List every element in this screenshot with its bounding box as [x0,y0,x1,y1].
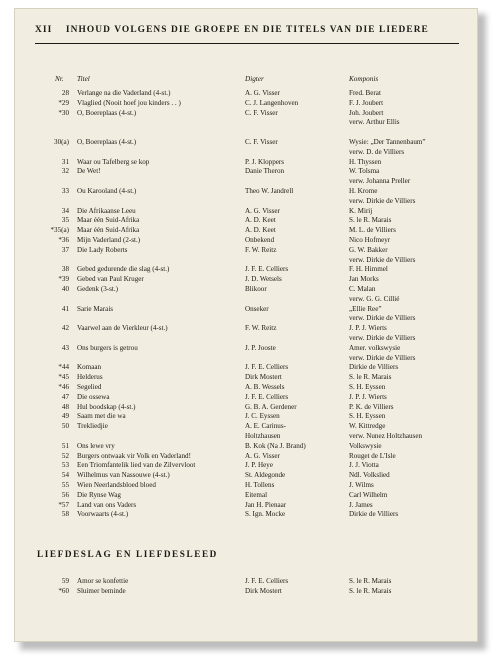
table-row [15,501,477,511]
entry-poet: St. Aldegonde [245,471,286,480]
entry-title: Ons lewe vry [77,441,115,450]
entry-composer: verw. Arthur Ellis [349,118,400,127]
entry-number: 35 [61,216,69,225]
entry-title: Die Lady Roberts [77,245,128,254]
column-header-composer: Komponis [349,75,379,83]
table-row [15,138,477,148]
entry-composer: Jan Morks [349,275,379,284]
entry-poet: F. W. Reitz [245,324,277,333]
entry-poet: B. Kok (Na J. Brand) [245,441,306,450]
entry-composer: S. le R. Marais [349,373,392,382]
entry-poet: J. P. Heye [245,461,273,470]
entry-poet: Danie Theron [245,167,285,176]
entry-poet: J. F. E. Celliers [245,577,289,585]
entry-number: *30 [58,108,69,117]
entry-poet: C. F. Visser [245,138,278,146]
table-row [15,265,477,275]
entry-title: Gebed gedurende die slag (4-st.) [77,265,170,274]
page-title: INHOUD VOLGENS DIE GROEPE EN DIE TITELS VAN DIE LIEDERE [65,25,429,35]
entry-number: *29 [58,98,69,107]
table-row [15,305,477,315]
entry-title: Ons burgers is getrou [77,343,138,352]
entry-composer: J. Wilms [349,481,374,489]
entry-poet: A. G. Visser [245,451,280,460]
entry-number: *57 [58,500,69,509]
entry-title: Trekliedjie [77,422,108,431]
entry-composer: F. J. Joubert [349,98,384,107]
entry-title: Maar één Suid-Afrika [77,226,140,235]
entry-number: 49 [61,412,69,421]
entry-number: 42 [61,324,69,333]
entry-composer: S. le R. Marais [349,216,392,225]
table-row [15,403,477,413]
entry-poet: S. Ign. Mocke [245,510,286,519]
entry-poet: Jan H. Pienaar [245,500,287,509]
entry-composer: Dirkie de Villiers [349,363,399,372]
entry-composer: verw. Dirkie de Villiers [349,353,416,362]
entry-title: Vaarwel aan de Vierkleur (4-st.) [77,324,168,333]
table-row [15,99,477,109]
entry-number: 56 [61,490,69,499]
entry-title: Verlange na die Vaderland (4-st.) [77,89,171,97]
entry-number: 50 [61,422,69,431]
entry-composer: verw. Johanna Preller [349,177,411,186]
table-row [15,148,477,158]
table-row [15,187,477,197]
entry-title: De Wet! [77,167,101,176]
entry-title: Sluimer beminde [77,586,126,595]
entry-title: Ou Karooland (4-st.) [77,187,137,195]
entry-poet: J. D. Wetsels [245,275,282,284]
table-row [15,481,477,491]
entry-composer: J. P. J. Wierts [349,392,387,401]
entry-poet: A. E. Carinus- [245,422,286,431]
entry-composer: S. H. Eyssen [349,383,386,391]
entry-poet: J. P. Jooste [245,343,276,352]
entry-poet: J. C. Eyssen [245,412,280,421]
entry-number: *44 [58,363,69,372]
book-page [14,8,478,642]
table-row [15,442,477,452]
table-row [15,344,477,354]
table-row [15,471,477,481]
entry-number: *46 [58,383,69,391]
entry-poet: J. F. E. Celliers [245,363,289,372]
entry-title: Amor se konfettie [77,577,129,585]
entry-poet: Onseker [245,304,269,313]
table-row [15,89,477,99]
entry-poet: Onbekend [245,236,275,244]
table-row [15,246,477,256]
entry-number: 48 [61,402,69,411]
table-row [15,452,477,462]
entry-poet: P. J. Kloppers [245,157,285,166]
entry-composer: verw. G. G. Cillié [349,294,400,303]
entry-number: 38 [61,265,69,274]
entry-title: Komaan [77,363,102,372]
entry-composer: H. Krome [349,187,378,195]
entry-composer: M. L. de Villiers [349,226,396,235]
entry-poet: H. Tollens [245,481,275,489]
entry-number: *35(a) [50,226,69,235]
entry-composer: verw. Dirkie de Villiers [349,196,416,205]
page-number: XII [35,25,53,35]
entry-poet: A. G. Visser [245,206,280,215]
entry-title: Maar één Suid-Afrika [77,216,140,225]
entry-composer: verw. D. de Villiers [349,147,405,156]
entry-poet: A. D. Keet [245,226,276,235]
entry-title: Land van ons Vaders [77,500,137,509]
entry-composer: J. J. Viotta [349,461,379,470]
entry-poet: Eitemal [245,490,268,499]
entry-number: 33 [61,187,69,195]
entry-title: Saam met die wa [77,412,126,421]
table-row [15,354,477,364]
entry-poet: Blikoor [245,285,267,293]
entry-title: Wilhelmus van Nassouwe (4-st.) [77,471,170,480]
entry-number: 58 [61,510,69,519]
entry-number: *39 [58,275,69,284]
entry-composer: G. W. Bakker [349,245,388,254]
entry-title: Hul boodskap (4-st.) [77,402,136,411]
entry-composer: Joh. Joubert [349,108,384,117]
entry-composer: verw. Dirkie de Villiers [349,334,416,342]
entry-number: *45 [58,373,69,382]
entry-number: 47 [61,392,69,401]
entry-poet: C. F. Visser [245,108,278,117]
table-row [15,128,477,138]
entry-number: 43 [61,343,69,352]
entry-title: Helderus [77,373,103,382]
table-row [15,314,477,324]
section-heading: LIEFDESLAG EN LIEFDESLEED [37,549,218,559]
entry-number: 34 [61,206,69,215]
entry-poet: A. B. Wessels [245,383,285,391]
entry-number: 30(a) [54,138,69,146]
table-row [15,587,477,597]
entry-composer: verw. Dirkie de Villiers [349,255,416,264]
table-row [15,363,477,373]
entry-poet: F. W. Reitz [245,245,277,254]
table-row [15,324,477,334]
entry-poet: J. F. E. Celliers [245,392,289,401]
table-row [15,295,477,305]
entry-composer: F. H. Himmel [349,265,388,274]
running-head [35,25,459,35]
header-rule [35,43,459,44]
entry-composer: Rouget de L'Isle [349,451,396,460]
entry-composer: Carl Wilhelm [349,490,388,499]
entry-composer: Fred. Berat [349,89,381,97]
entry-composer: verw. Dirkie de Villiers [349,314,416,323]
entry-number: 32 [61,167,69,176]
table-row [15,393,477,403]
table-row [15,373,477,383]
entry-title: Segelied [77,383,102,391]
entry-poet: C. J. Langenhoven [245,98,299,107]
entry-title: Voorwaarts (4-st.) [77,510,129,519]
entry-composer: Amer. volkswysie [349,343,401,352]
table-row [15,461,477,471]
entry-title: Die Afrikaanse Leeu [77,206,136,215]
entry-title: O, Boereplaas (4-st.) [77,138,137,146]
entry-number: 28 [61,89,69,97]
entry-title: Gedenk (3-st.) [77,285,118,293]
entry-poet: Dirk Mostert [245,373,282,382]
entry-title: Die Rynse Wag [77,490,121,499]
entry-composer: S. le R. Marais [349,577,392,585]
entry-composer: P. K. de Villiers [349,402,394,411]
entry-poet: J. F. E. Celliers [245,265,289,274]
entry-composer: K. Mirij [349,206,373,215]
entry-title: Burgers ontwaak vir Volk en Vaderland! [77,451,191,460]
entry-composer: W. Kittredge [349,422,386,431]
entry-number: 40 [61,285,69,293]
entry-title: Die ossewa [77,392,110,401]
table-row [15,577,477,587]
entry-composer: S. H. Eyssen [349,412,386,421]
entry-composer: Wysie: „Der Tannenbaum” [349,138,426,146]
entry-number: 53 [61,461,69,470]
entry-composer: H. Thyssen [349,157,382,166]
table-row [15,226,477,236]
entry-title: Waar ou Tafelberg se kop [77,157,150,166]
entry-title: Sarie Marais [77,304,114,313]
entry-composer: Ndl. Volkslied [349,471,390,480]
table-row [15,412,477,422]
entry-composer: Nico Hofmeyr [349,236,391,244]
entry-composer: verw. Nunez Holtzhausen [349,432,423,440]
entry-composer: C. Malan [349,285,376,293]
entry-number: 31 [61,157,69,166]
table-row [15,158,477,168]
table-row [15,118,477,128]
table-row [15,109,477,119]
entry-poet: G. B. A. Gerdener [245,402,297,411]
entry-poet: A. G. Visser [245,89,280,97]
entry-number: *36 [58,236,69,244]
table-row [15,334,477,344]
table-row [15,383,477,393]
entry-number: 52 [61,451,69,460]
table-row [15,216,477,226]
entry-number: 59 [61,577,69,585]
entry-composer: Dirkie de Villiers [349,510,399,519]
table-row [15,167,477,177]
column-header-poet: Digter [245,75,264,83]
column-header-title: Titel [77,75,90,83]
table-row [15,275,477,285]
entry-poet: Dirk Mostert [245,586,282,595]
entry-title: O, Boereplaas (4-st.) [77,108,137,117]
entry-number: 37 [61,245,69,254]
table-row [15,197,477,207]
entry-composer: W. Tolsma [349,167,380,176]
entry-title: Wien Neerlandsbloed bloed [77,481,156,489]
table-row [15,432,477,442]
table-row [15,422,477,432]
entry-composer: Volkswysie [349,441,382,450]
table-row [15,285,477,295]
entry-composer: „Ellie Ree” [349,304,382,313]
entry-number: *60 [58,586,69,595]
entry-composer: J. James [349,500,373,509]
table-row [15,207,477,217]
table-row [15,256,477,266]
entry-number: 54 [61,471,69,480]
entry-number: 51 [61,441,69,450]
column-header-nr: Nr. [55,75,64,83]
table-row [15,510,477,520]
entry-title: Gebed van Paul Kruger [77,275,144,284]
entry-title: Een Triomfantelik lied van de Zilvervloot [77,461,196,470]
entry-title: Mijn Vaderland (2-st.) [77,236,141,244]
table-row [15,236,477,246]
table-row [15,491,477,501]
entry-composer: S. le R. Marais [349,586,392,595]
entry-poet: Holtzhausen [245,432,281,440]
entry-poet: Theo W. Jandrell [245,187,294,195]
entry-poet: A. D. Keet [245,216,276,225]
entry-composer: J. P. J. Wierts [349,324,387,333]
entry-title: Vlaglied (Nooit hoef jou kinders . . ) [77,98,181,107]
table-row [15,177,477,187]
entry-number: 55 [61,481,69,489]
entry-number: 41 [61,304,69,313]
